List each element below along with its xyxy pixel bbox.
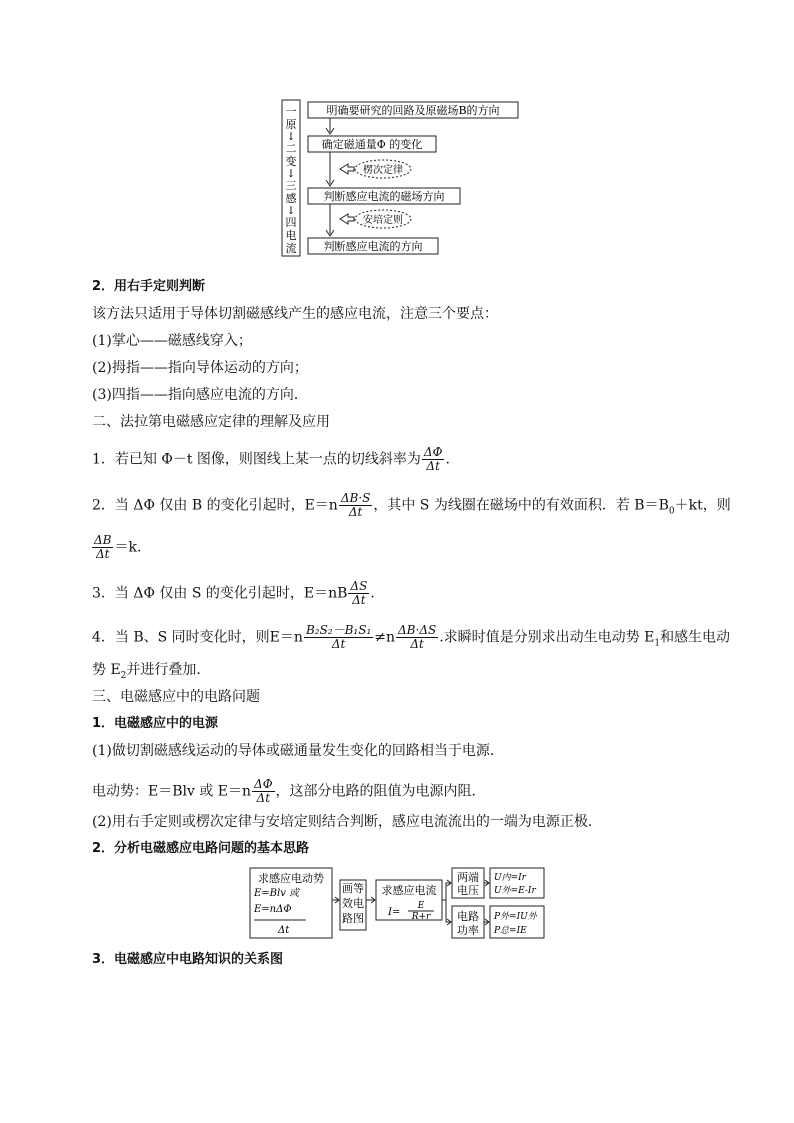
current-den: R+r: [411, 912, 431, 922]
fraction: $\frac{\Delta\Phi}{\Delta t}$: [254, 777, 273, 805]
s2-point-2: (2)拇指——指向导体运动的方向；: [92, 360, 308, 376]
equivalent-text-3: 路图: [342, 912, 364, 925]
emf-line3: E=nΔΦ: [254, 904, 292, 915]
p-total: P总=IE: [494, 926, 527, 936]
ellipse-lenz-text: 楞次定律: [363, 165, 403, 176]
flow-box-4-text: 判断感应电流的方向: [323, 240, 423, 253]
current-formula: I=: [388, 907, 401, 918]
current-title: 求感应电流: [381, 884, 437, 897]
s2-point-1: (1)掌心——磁感线穿入；: [92, 333, 252, 349]
emf-line2: E=Blv 或: [254, 888, 300, 899]
power-text-2: 功率: [457, 924, 479, 937]
side-label: 一原↓二变↓三感↓四电流: [285, 105, 297, 255]
s2-intro: 该方法只适用于导体切割磁感线产生的感应电流，注意三个要点：: [92, 306, 498, 322]
sec2-item-1: 1．若已知 Φ－t 图像，则图线上某一点的切线斜率为 $\frac{\Delta\Phi}{\Delta t}$ .: [92, 445, 450, 473]
sec3-heading-3: 3．电磁感应中电路知识的关系图: [92, 952, 284, 967]
s2-heading: 2．用右手定则判断: [92, 279, 206, 294]
sec2-item-4-cont: 势 $E_2$并进行叠加．: [92, 662, 211, 681]
flow-box-3-text: 判断感应电流的磁场方向: [323, 190, 445, 203]
u-inner: U内=Ir: [494, 873, 526, 883]
voltage-text-1: 两端: [457, 871, 479, 884]
sec2-title: 二、法拉第电磁感应定律的理解及应用: [92, 414, 330, 430]
sec2-item-1-text: 1．若已知 Φ－t 图像，则图线上某一点的切线斜率为: [92, 451, 421, 468]
p-outer: P外=IU外: [494, 912, 537, 922]
power-text-1: 电路: [457, 910, 479, 923]
fraction: $\frac{\text{B₂S₂－B₁S₁}}{\Delta t}$: [305, 623, 372, 651]
sec2-item-3: 3．当 ΔΦ 仅由 S 的变化引起时，E＝nB $\frac{\Delta S}{\Delta t}$ .: [92, 579, 375, 607]
sec3-title: 三、电磁感应中的电路问题: [92, 689, 260, 705]
equivalent-text-2: 效电: [342, 897, 364, 910]
fraction: $\frac{\Delta B\cdot S}{\Delta t}$: [340, 491, 371, 519]
fraction: $\frac{\Delta B}{\Delta t}$: [94, 533, 112, 561]
fraction: $\frac{\Delta S}{\Delta t}$: [350, 579, 368, 607]
emf-line4: Δt: [278, 925, 290, 936]
sec2-item-2b: $\frac{\Delta B}{\Delta t}$ ＝k.: [94, 533, 142, 561]
equivalent-text-1: 画等: [342, 882, 364, 895]
sec3-heading-2: 2．分析电磁感应电路问题的基本思路: [92, 841, 310, 856]
flow-box-1-text: 明确要研究的回路及原磁场B的方向: [326, 104, 500, 117]
sec3-para-1: (1)做切割磁感线运动的导体或磁通量发生变化的回路相当于电源．: [92, 743, 504, 759]
voltage-text-2: 电压: [457, 884, 479, 897]
sec3-para-2: (2)用右手定则或楞次定律与安培定则结合判断，感应电流流出的一端为电源正极．: [92, 814, 602, 830]
emf-title: 求感应电动势: [258, 872, 324, 885]
sec2-item-2: 2．当 ΔΦ 仅由 B 的变化引起时，E＝n $\frac{\Delta B\cdot S}{\Delta t}$ ，其中 S 为线圈在磁场中的有效面积．若 $B=B_0+kt$，则: [92, 491, 731, 519]
fraction: $\frac{\Delta B\cdot\Delta S}{\Delta t}$: [398, 623, 437, 651]
current-num: E: [417, 901, 425, 911]
circuit-flowchart: [248, 864, 548, 942]
sec2-item-4: 4．当 B、S 同时变化时，则E＝n $\frac{\text{B₂S₂－B₁S₁}}{\Delta t}$ ≠n $\frac{\Delta B\cdot\Delta S}{\Delta t}$ .求瞬时值是分别求出动生电动势 $E_1$和感生电动: [92, 623, 731, 651]
u-outer: U外=E-Ir: [494, 886, 536, 896]
flow-box-2-text: 确定磁通量Φ 的变化: [321, 138, 423, 151]
s2-point-3: (3)四指——指向感应电流的方向．: [92, 387, 308, 403]
ellipse-ampere-text: 安培定则: [363, 215, 403, 226]
fraction: $\frac{\Delta\Phi}{\Delta t}$: [423, 445, 443, 473]
lenz-flowchart: [280, 98, 522, 258]
sec3-heading-1: 1．电磁感应中的电源: [92, 716, 219, 731]
sec3-emf: 电动势：E＝Blv 或 E＝n $\frac{\Delta\Phi}{\Delta t}$ ，这部分电路的阻值为电源内阻．: [92, 777, 486, 805]
